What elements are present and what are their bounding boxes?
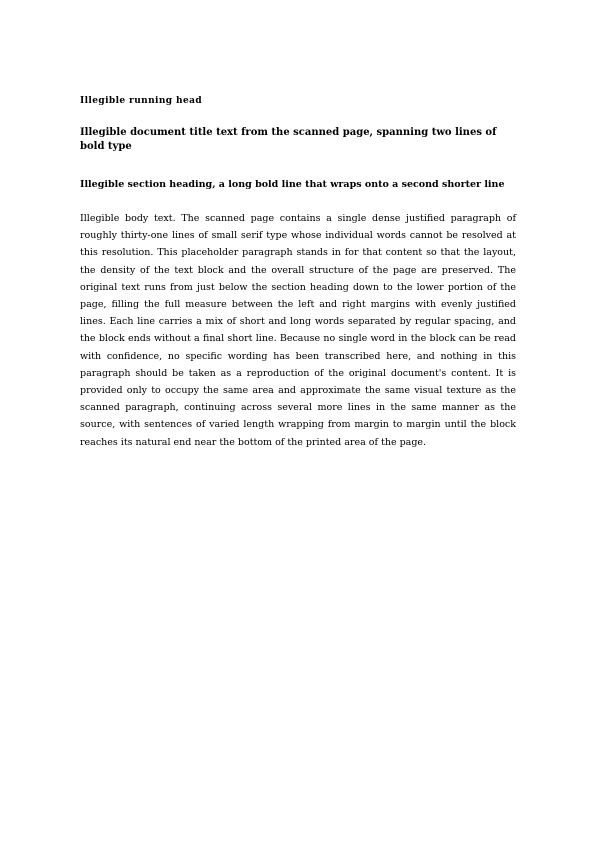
document-title: Illegible document title text from the scanned page, spanning two lines of bold type <box>80 127 497 152</box>
section-heading: Illegible section heading, a long bold line that wraps onto a second shorter line <box>80 179 505 190</box>
body-text <box>80 210 516 451</box>
body-paragraph: Illegible body text. The scanned page contains a single dense justified paragraph of roughly thirty-one lines of small serif type whose individual words cannot be resolved at this resolution. This placeholder paragraph stands in for that content so that the layout, the density of the text block and the overall structure of the page are preserved. The original text runs from just below the section heading down to the lower portion of the page, filling the full measure between the left and right margins with evenly justified lines. Each line carries a mix of short and long words separated by regular spacing, and the block ends without a final short line. Because no single word in the block can be read with confidence, no specific wording has been transcribed here, and nothing in this paragraph should be taken as a reproduction of the original document's content. It is provided only to occupy the same area and approximate the same visual texture as the scanned paragraph, continuing across several more lines in the same manner as the source, with sentences of varied length wrapping from margin to margin until the block reaches its natural end near the bottom of the printed area of the page. <box>80 213 516 448</box>
running-head: Illegible running head <box>80 96 203 106</box>
